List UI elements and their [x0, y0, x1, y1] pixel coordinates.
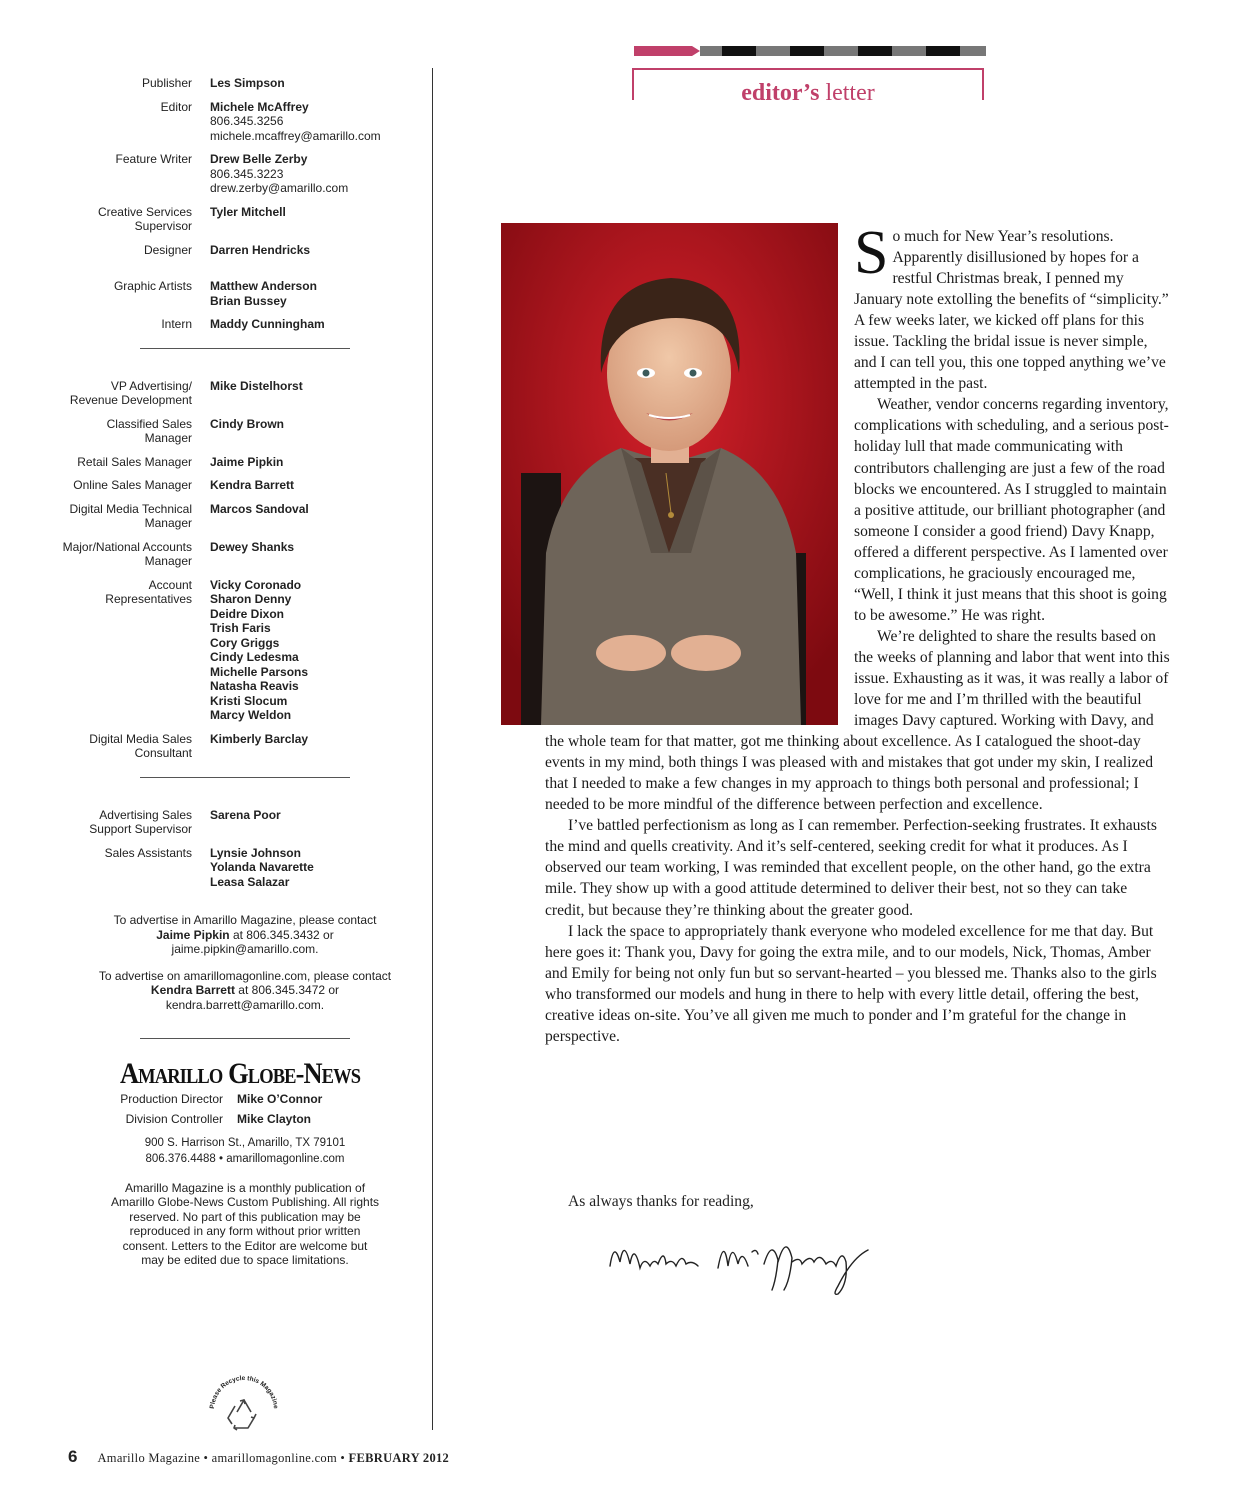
staff-name: Michelle Parsons	[210, 664, 309, 679]
production-list	[60, 1092, 430, 1127]
footer-publication: Amarillo Magazine • amarillomagonline.com •	[97, 1451, 349, 1465]
staff-name: Vicky Coronado	[210, 577, 302, 592]
masthead-row	[60, 846, 430, 890]
role-label: Online Sales Manager	[73, 478, 192, 492]
divider	[140, 777, 350, 778]
publication-note: Amarillo Magazine is a monthly publication of Amarillo Globe-News Custom Publishing. All rights reserved. No part of this publication may be reproduced in any form without prior written consent. Letters to the Editor are welcome but may be edited due to space limitations.	[110, 1180, 380, 1267]
staff-name: Deidre Dixon	[210, 606, 285, 621]
role-value	[210, 846, 430, 890]
role-label: Retail Sales Manager	[77, 454, 192, 469]
role-value	[210, 100, 430, 144]
advertise-note-online: To advertise on amarillomagonline.com, please contact Kendra Barrett at 806.345.3472 or kendra.barrett@amarillo.com.	[98, 968, 392, 1012]
editor-letter	[545, 219, 1170, 1047]
production-name: Mike O’Connor	[237, 1091, 323, 1106]
column-divider	[432, 68, 433, 1430]
staff-list	[60, 76, 430, 332]
staff-name: Maddy Cunningham	[210, 317, 325, 331]
staff-name: Sarena Poor	[210, 807, 281, 822]
masthead-row	[60, 205, 430, 234]
masthead-row	[60, 478, 430, 493]
staff-name: Marcy Weldon	[210, 708, 292, 722]
role-value	[210, 478, 430, 493]
production-row	[60, 1112, 430, 1127]
staff-name: Cindy Ledesma	[210, 650, 299, 664]
production-row	[60, 1092, 430, 1107]
signoff: As always thanks for reading,	[568, 1193, 754, 1210]
production-role: Division Controller	[125, 1112, 223, 1126]
staff-name: Kendra Barrett	[210, 478, 295, 492]
staff-name: Cory Griggs	[210, 635, 280, 650]
masthead-row	[60, 317, 430, 332]
role-label: Graphic Artists	[113, 279, 192, 293]
role-label: VP Advertising/ Revenue Development	[69, 378, 192, 407]
masthead-row	[60, 279, 430, 308]
role-label: Major/National Accounts Manager	[62, 539, 192, 568]
staff-contact: 806.345.3223	[210, 166, 284, 181]
advertising-list	[60, 379, 430, 761]
section-header: editor’s letter	[632, 68, 984, 100]
staff-name: Darren Hendricks	[210, 242, 311, 257]
staff-contact: drew.zerby@amarillo.com	[210, 181, 349, 195]
page-number: 6	[68, 1447, 78, 1466]
masthead-row	[60, 808, 430, 837]
signature	[606, 1228, 896, 1298]
staff-name: Dewey Shanks	[210, 539, 295, 554]
staff-name: Tyler Mitchell	[210, 204, 286, 219]
masthead-row	[60, 243, 430, 258]
masthead-row	[60, 732, 430, 761]
staff-name: Jaime Pipkin	[210, 454, 284, 469]
phone-web: 806.376.4488 • amarillomagonline.com	[145, 1152, 345, 1165]
staff-name: Trish Faris	[210, 621, 271, 635]
recycle-icon	[204, 1368, 284, 1440]
masthead-row	[60, 417, 430, 446]
production-role: Production Director	[120, 1091, 223, 1106]
role-value	[210, 808, 430, 837]
staff-name: Mike Distelhorst	[210, 378, 303, 393]
role-value	[210, 502, 430, 531]
role-label: Intern	[161, 317, 192, 331]
production-name: Mike Clayton	[237, 1112, 312, 1126]
letter-paragraph: Weather, vendor concerns regarding inventory, complications with scheduling, and a serious post-holiday lull that made communicating with contributors challenging are just a few of the road blocks we encountered. As I struggled to maintain a positive attitude, our brilliant photographer (and someone I consider a good friend) Davy Knapp, offered a different perspective. As I lamented over complications, he graciously encouraged me, “Well, I think it just means that this shoot is going to be awesome.” He was right.	[854, 396, 1169, 624]
staff-name: Yolanda Navarette	[210, 860, 314, 874]
photo-spacer	[545, 226, 854, 717]
staff-contact: michele.mcaffrey@amarillo.com	[210, 128, 381, 143]
staff-name: Sharon Denny	[210, 592, 292, 606]
role-label: Digital Media Sales Consultant	[89, 731, 192, 760]
staff-name: Cindy Brown	[210, 416, 284, 431]
role-value	[210, 317, 430, 332]
svg-text:Please Recycle this Magazine: Please Recycle this Magazine	[208, 1374, 280, 1410]
footer-issue: FEBRUARY 2012	[348, 1451, 450, 1465]
staff-name: Kristi Slocum	[210, 693, 288, 708]
masthead-row	[60, 502, 430, 531]
staff-name: Lynsie Johnson	[210, 845, 301, 860]
role-label: Account Representatives	[105, 577, 192, 606]
role-value	[210, 540, 430, 569]
role-value	[210, 76, 430, 91]
masthead-row	[60, 455, 430, 470]
role-label: Classified Sales Manager	[106, 416, 192, 445]
staff-name: Leasa Salazar	[210, 874, 290, 889]
role-label: Publisher	[141, 76, 192, 90]
staff-name: Natasha Reavis	[210, 679, 299, 693]
staff-name: Drew Belle Zerby	[210, 152, 308, 166]
masthead-row	[60, 379, 430, 408]
globe-news-logo: Amarillo Globe-News	[120, 1057, 361, 1090]
sales-support-list	[60, 808, 430, 890]
role-value	[210, 205, 430, 234]
letter-paragraph: I’ve battled perfectionism as long as I can remember. Perfection-seeking frustrates. It exhausts the mind and quells creativity. And it’s self-centered, seeking credit for what it produces. As I observed our team working, I was reminded that excellent people, on the other hand, go the extra mile. They show up with a good attitude determined to deliver their best, not so they can take credit, but because they’re thinking about the greater good.	[545, 817, 1157, 919]
staff-name: Brian Bussey	[210, 293, 287, 308]
role-value	[210, 279, 430, 308]
letter-paragraph: I lack the space to appropriately thank everyone who modeled excellence for me that day. But here goes it: Thank you, Davy for going the extra mile, and to our models, Nick, Thomas, Amber and Emily for being not only fun but so servant-hearted – you blessed me. Thanks also to the girls who transformed our models and hung in there to help with every little detail, offering the best, creative ideas on-site. You’ve all given me much to ponder and I’m grateful for the change in perspective.	[545, 922, 1157, 1045]
masthead-row	[60, 540, 430, 569]
staff-name: Les Simpson	[210, 76, 285, 90]
role-label: Sales Assistants	[104, 845, 192, 860]
masthead	[60, 76, 430, 1268]
divider	[140, 348, 350, 349]
letter-paragraph: We’re delighted to share the results based on the weeks of planning and labor that went into this issue. Exhausting as it was, it was really a labor of love for me and I’m thrilled with the beautiful images Davy captured. Working with Davy, and the whole team for that matter, got me thinking about excellence. As I catalogued the shoot-day events in my mind, both things I was pleased with and mistakes that got under my skin, I realized that I needed to make a few changes in my approach to things both personal and professional; I needed to be more mindful of the difference between perfection and excellence.	[545, 627, 1170, 814]
role-value	[210, 578, 430, 723]
role-label: Feature Writer	[115, 152, 192, 166]
role-label: Editor	[160, 99, 192, 114]
masthead-row	[60, 76, 430, 91]
role-label: Digital Media Technical Manager	[69, 501, 192, 530]
staff-name: Marcos Sandoval	[210, 501, 309, 516]
staff-name: Kimberly Barclay	[210, 731, 309, 746]
divider	[140, 1038, 350, 1039]
masthead-row	[60, 152, 430, 196]
role-value	[210, 379, 430, 408]
role-value	[210, 417, 430, 446]
role-value	[210, 152, 430, 196]
header-stripe	[634, 46, 986, 56]
role-value	[210, 732, 430, 761]
letter-paragraph: So much for New Year’s resolutions. Apparently disillusioned by hopes for a restful Christmas break, I penned my January note extolling the benefits of “simplicity.” A few weeks later, we kicked off plans for this issue. Tackling the bridal issue is never simple, and I can tell you, this one topped anything we’ve attempted in the past.	[854, 219, 1169, 393]
role-value	[210, 455, 430, 470]
masthead-row	[60, 578, 430, 723]
drop-cap: S	[854, 219, 889, 287]
role-label: Designer	[143, 242, 192, 257]
role-label: Advertising Sales Support Supervisor	[89, 807, 192, 836]
staff-name: Matthew Anderson	[210, 279, 317, 293]
staff-contact: 806.345.3256	[210, 114, 284, 128]
page-footer	[68, 1447, 449, 1467]
address: 900 S. Harrison St., Amarillo, TX 79101	[144, 1136, 346, 1149]
masthead-row	[60, 100, 430, 144]
role-label: Creative Services Supervisor	[97, 204, 192, 233]
advertise-note-print: To advertise in Amarillo Magazine, please contact Jaime Pipkin at 806.345.3432 or jaime.pipkin@amarillo.com.	[113, 913, 377, 956]
role-value	[210, 243, 430, 258]
staff-name: Michele McAffrey	[210, 99, 309, 114]
